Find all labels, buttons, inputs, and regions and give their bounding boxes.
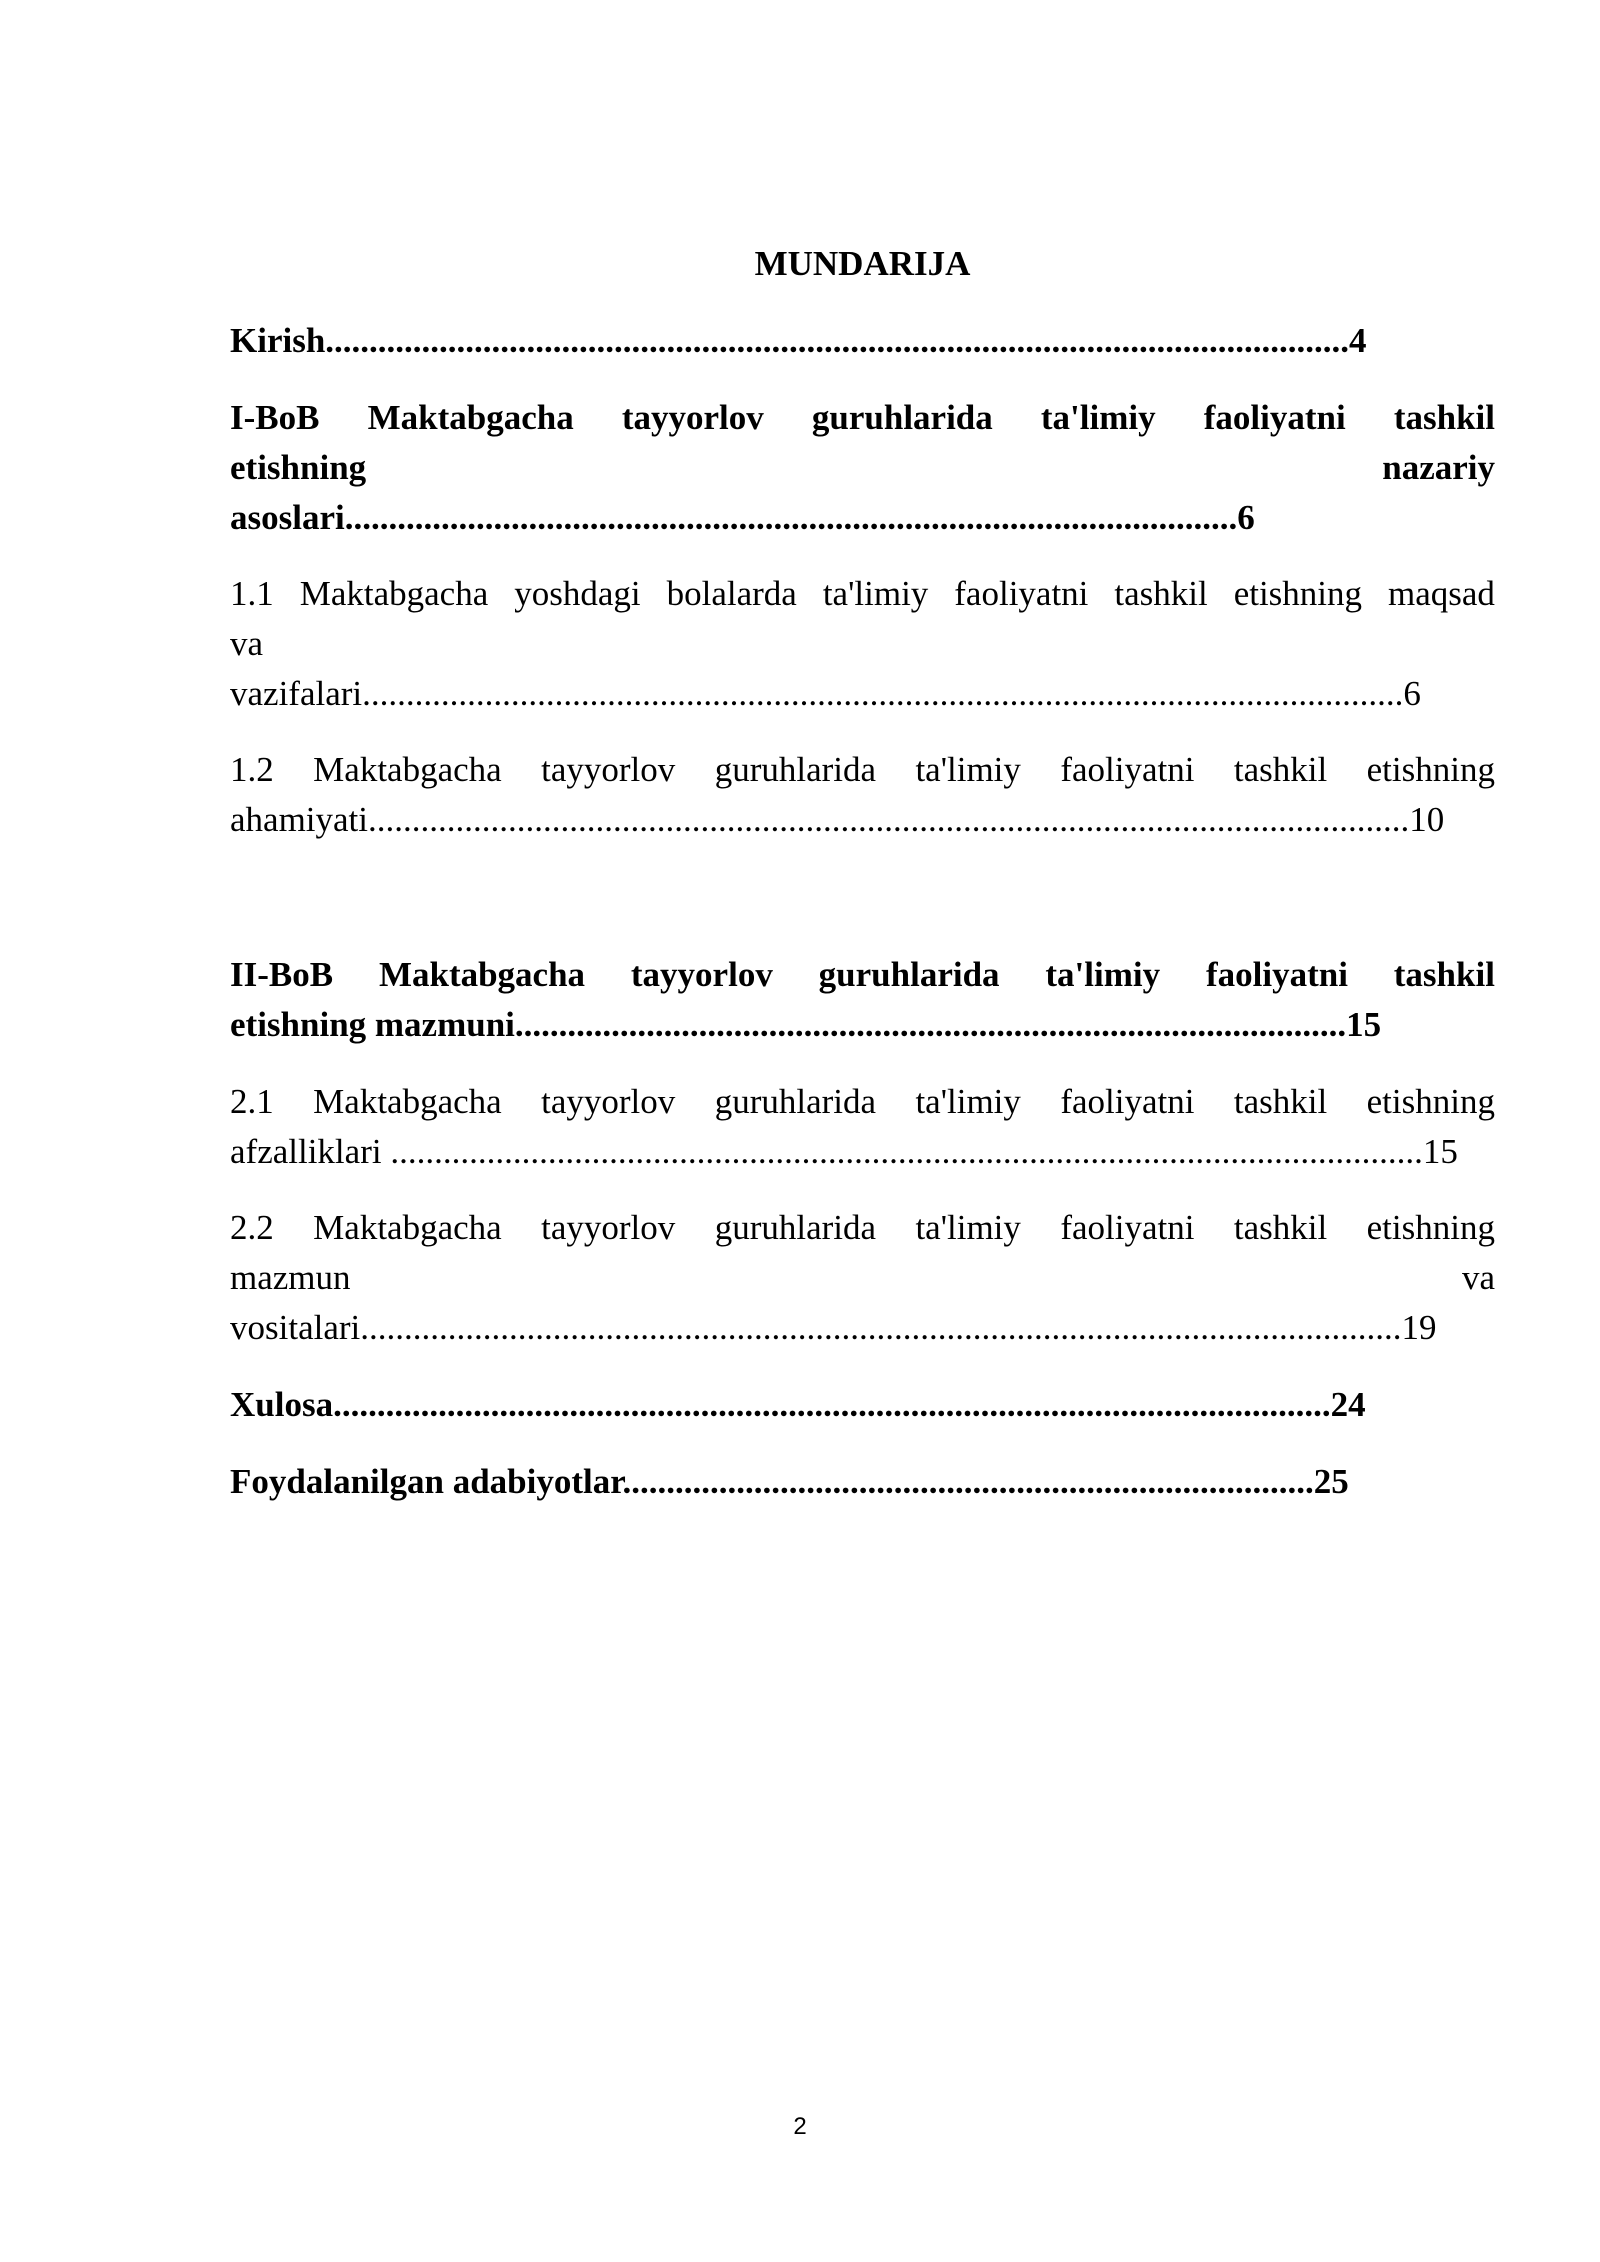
toc-word: 1.1	[230, 574, 274, 613]
toc-section-1-2-line-1	[230, 745, 1495, 795]
toc-section-2-2-line-1	[230, 1203, 1495, 1253]
toc-word: etishning	[230, 448, 367, 487]
toc-section-1-2-line-2: ahamiyati.......................................................................................................................10	[230, 800, 1445, 839]
toc-entry-xulosa	[230, 1380, 1495, 1430]
toc-word: faoliyatni	[1060, 750, 1195, 789]
toc-word: 1.2	[230, 750, 274, 789]
toc-entry-adabiyotlar-line: Foydalanilgan adabiyotlar...............................................................................25	[230, 1462, 1349, 1501]
toc-word: Maktabgacha	[313, 1082, 502, 1121]
toc-word: tashkil	[1393, 398, 1495, 437]
toc-chapter-2-line-1	[230, 950, 1495, 1000]
toc-word: 2.1	[230, 1082, 274, 1121]
toc-word: guruhlarida	[818, 955, 1000, 994]
toc-word: tayyorlov	[621, 398, 764, 437]
toc-word: tashkil	[1233, 750, 1328, 789]
toc-word: guruhlarida	[811, 398, 993, 437]
toc-word: etishning	[1233, 574, 1363, 613]
toc-entry-chapter-2	[230, 950, 1495, 1050]
toc-word: Maktabgacha	[313, 1208, 502, 1247]
toc-word: ta'limiy	[915, 1208, 1021, 1247]
toc-chapter-2-line-2: etishning mazmuni...............................................................................................15	[230, 1005, 1382, 1044]
toc-word: tashkil	[1393, 955, 1495, 994]
toc-word: guruhlarida	[714, 750, 877, 789]
toc-section-1-1-line-3: vazifalari.......................................................................................................................6	[230, 674, 1421, 713]
toc-word: ta'limiy	[1045, 955, 1161, 994]
toc-word: etishning	[1366, 1208, 1495, 1247]
toc-word: tayyorlov	[541, 1208, 676, 1247]
toc-word: ta'limiy	[915, 750, 1021, 789]
toc-word: faoliyatni	[954, 574, 1089, 613]
toc-word: tayyorlov	[541, 1082, 676, 1121]
toc-section-1-1-line-1	[230, 569, 1495, 619]
toc-word: mazmun	[230, 1258, 351, 1297]
toc-entry-section-2-1	[230, 1077, 1495, 1177]
toc-word: 2.2	[230, 1208, 274, 1247]
toc-word: tashkil	[1233, 1208, 1328, 1247]
toc-word: tashkil	[1114, 574, 1208, 613]
toc-entry-section-1-1	[230, 569, 1495, 719]
toc-word: Maktabgacha	[313, 750, 502, 789]
toc-chapter-1-line-1	[230, 393, 1495, 443]
toc-word: I-BoB	[230, 398, 320, 437]
toc-word: II-BoB	[230, 955, 334, 994]
toc-word: etishning	[1366, 1082, 1495, 1121]
toc-word: bolalarda	[666, 574, 797, 613]
toc-word: faoliyatni	[1203, 398, 1346, 437]
toc-word: nazariy	[1382, 448, 1495, 487]
toc-word: tayyorlov	[630, 955, 773, 994]
toc-chapter-1-line-2	[230, 443, 1495, 493]
toc-word: guruhlarida	[714, 1082, 877, 1121]
toc-section-2-2-line-2	[230, 1253, 1495, 1303]
toc-entry-xulosa-line: Xulosa..................................................................................................................24	[230, 1385, 1366, 1424]
toc-word: Maktabgacha	[367, 398, 574, 437]
toc-entry-section-1-2	[230, 745, 1495, 845]
toc-word: ta'limiy	[915, 1082, 1021, 1121]
toc-entry-adabiyotlar	[230, 1457, 1495, 1507]
toc-word: tayyorlov	[541, 750, 676, 789]
toc-word: Maktabgacha	[299, 574, 489, 613]
toc-word: faoliyatni	[1060, 1208, 1195, 1247]
toc-word: etishning	[1366, 750, 1495, 789]
toc-chapter-1-line-3: asoslari......................................................................................................6	[230, 498, 1255, 537]
toc-word: maqsad	[1388, 574, 1495, 613]
toc-word: yoshdagi	[514, 574, 641, 613]
toc-word: faoliyatni	[1060, 1082, 1195, 1121]
page-number: 2	[793, 2113, 807, 2140]
toc-word: tashkil	[1233, 1082, 1328, 1121]
toc-section-2-1-line-1	[230, 1077, 1495, 1127]
toc-word: guruhlarida	[714, 1208, 877, 1247]
toc-section-1-1-line-2: va	[230, 624, 264, 663]
toc-entry-section-2-2	[230, 1203, 1495, 1353]
toc-section-2-1-line-2: afzalliklari ......................................................................................................................15	[230, 1132, 1458, 1171]
toc-word: ta'limiy	[822, 574, 929, 613]
toc-word: ta'limiy	[1040, 398, 1156, 437]
toc-entry-chapter-1	[230, 393, 1495, 543]
toc-entry-kirish	[230, 316, 1495, 366]
toc-title: MUNDARIJA	[754, 244, 971, 283]
toc-section-2-2-line-3: vositalari.......................................................................................................................19	[230, 1308, 1437, 1347]
toc-entry-kirish-line: Kirish.....................................................................................................................4	[230, 321, 1367, 360]
toc-word: Maktabgacha	[378, 955, 586, 994]
toc-word: va	[1461, 1258, 1495, 1297]
toc-word: faoliyatni	[1205, 955, 1348, 994]
